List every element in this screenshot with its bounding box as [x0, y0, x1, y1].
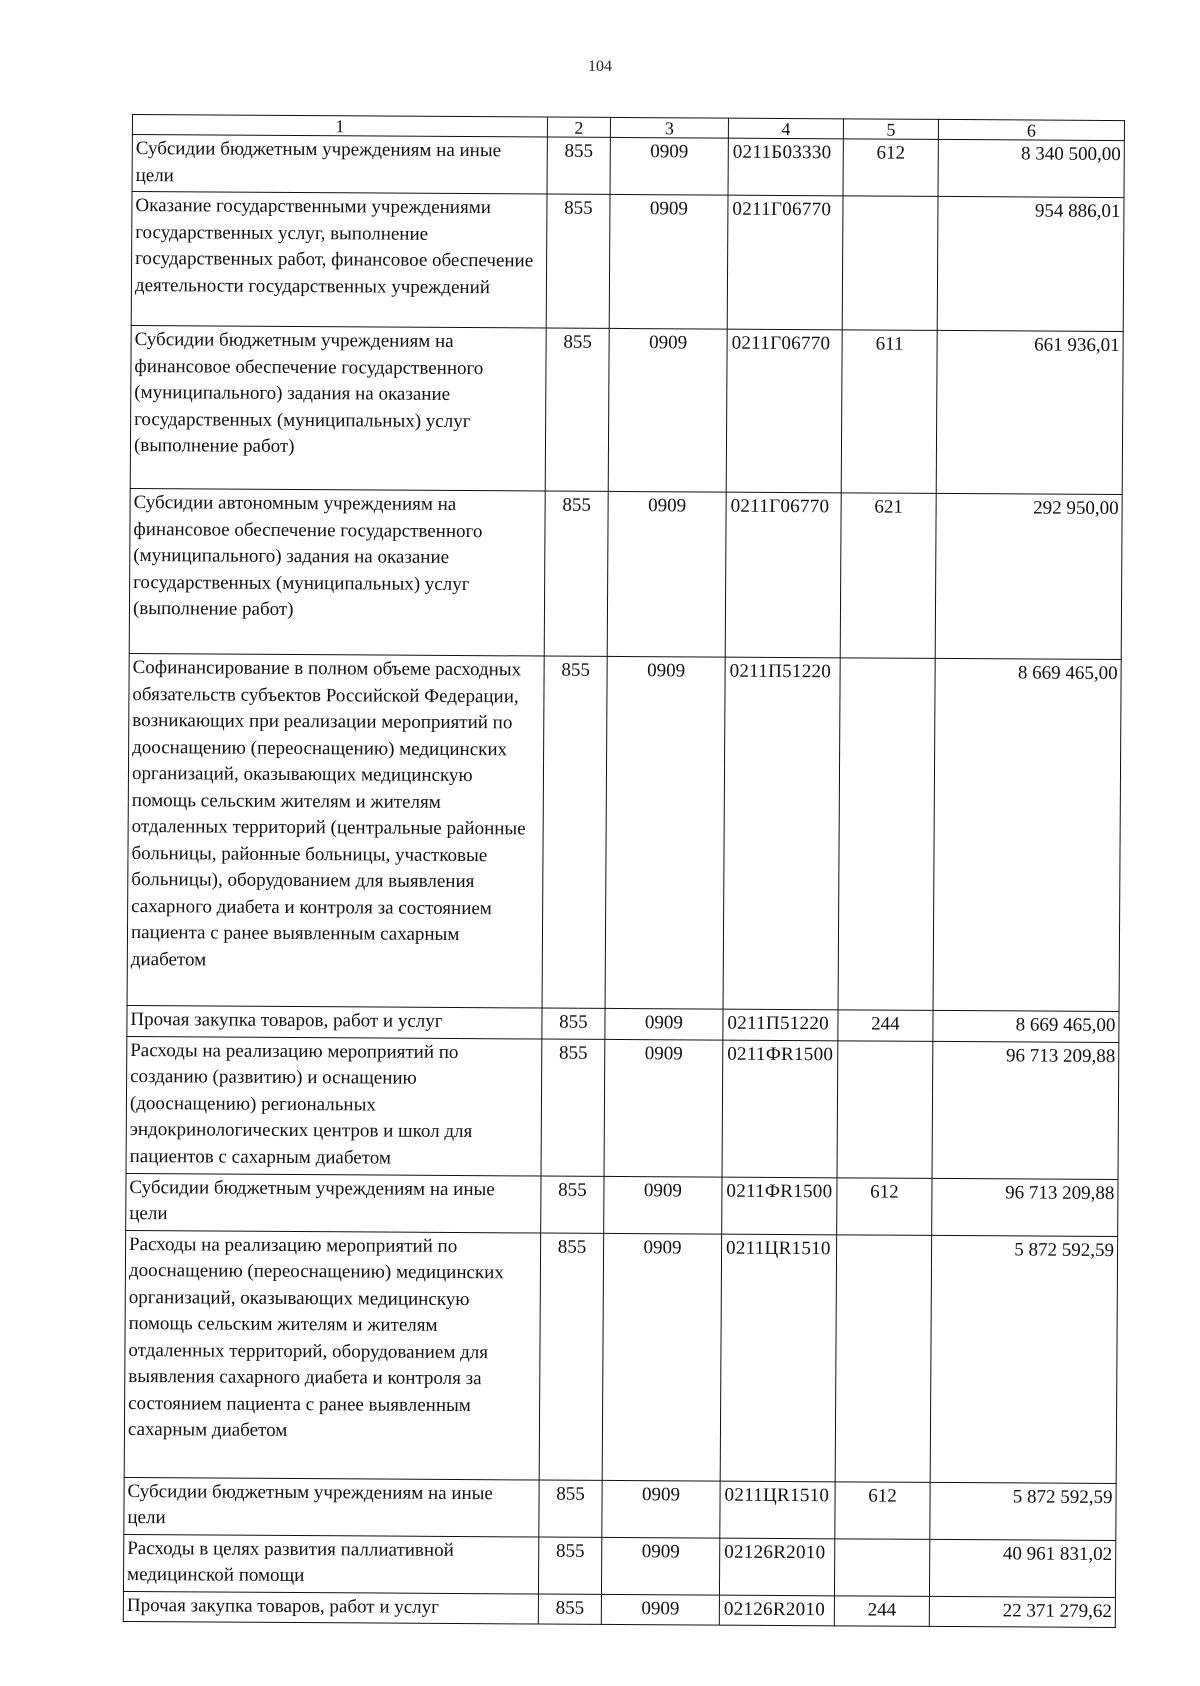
expense-type-code — [834, 1538, 929, 1596]
table-row — [124, 1230, 1117, 1483]
section-code: 0909 — [604, 1039, 723, 1177]
admin-code: 855 — [538, 1594, 601, 1625]
table-row — [123, 1591, 1115, 1628]
table-row — [123, 1534, 1115, 1597]
admin-code: 855 — [544, 491, 608, 656]
expense-name: Субсидии бюджетным учреждениям на иные цели — [126, 1173, 541, 1233]
amount: 5 872 592,59 — [930, 1482, 1116, 1540]
expense-type-code: 244 — [838, 1010, 933, 1041]
expense-name: Субсидии бюджетным учреждениям на иные цели — [132, 135, 547, 195]
column-header: 4 — [728, 118, 843, 139]
amount: 8 669 465,00 — [933, 658, 1121, 1011]
amount: 96 713 209,88 — [932, 1041, 1119, 1179]
expense-name: Оказание государственными учреждениями государственных услуг, выполнение государственных работ, финансовое обеспечение деятельности государственных учреждений — [131, 192, 547, 329]
expense-type-code — [837, 1040, 933, 1178]
expense-type-code: 611 — [841, 330, 937, 494]
expense-name: Расходы на реализацию мероприятий по дооснащению (переоснащению) медицинских организаций, оказывающих медицинскую помощь сельским жителям и жителям отдаленных территорий, оборудованием для выявления сахарного диабета и контроля за состоянием пациента с ранее выявленным сахарным диабетом — [124, 1230, 541, 1480]
expense-name: Расходы на реализацию мероприятий по созданию (развитию) и оснащению (дооснащению) региональных эндокринологических центров и школ для пациентов с сахарным диабетом — [126, 1036, 542, 1176]
expense-type-code: 621 — [840, 493, 936, 659]
expense-type-code — [835, 1234, 932, 1482]
table-row — [124, 1477, 1116, 1540]
target-article-code: 0211ЦR1510 — [720, 1481, 835, 1539]
target-article-code: 0211ФR1500 — [722, 1040, 838, 1178]
expense-type-code: 612 — [835, 1481, 930, 1539]
admin-code: 855 — [546, 194, 610, 328]
target-article-code: 0211П51220 — [723, 1009, 838, 1040]
target-article-code: 0211ФR1500 — [722, 1177, 837, 1235]
expense-name: Прочая закупка товаров, работ и услуг — [123, 1591, 538, 1624]
target-article-code: 0211Г06770 — [725, 492, 841, 658]
expense-type-code: 612 — [843, 139, 938, 197]
target-article-code: 0211Б03330 — [728, 138, 843, 196]
admin-code: 855 — [542, 656, 607, 1008]
table-row — [126, 1173, 1118, 1236]
admin-code: 855 — [541, 1039, 605, 1176]
column-header: 6 — [938, 119, 1124, 140]
column-header: 1 — [132, 115, 547, 138]
expense-type-code: 244 — [834, 1595, 929, 1626]
table-row — [129, 488, 1122, 659]
target-article-code: 0211П51220 — [723, 657, 840, 1010]
amount: 8 669 465,00 — [933, 1010, 1119, 1042]
amount: 22 371 279,62 — [929, 1596, 1115, 1628]
amount: 661 936,01 — [936, 330, 1123, 494]
section-code: 0909 — [602, 1480, 720, 1538]
amount: 40 961 831,02 — [929, 1539, 1115, 1597]
column-header: 3 — [610, 117, 728, 138]
section-code: 0909 — [608, 328, 727, 492]
section-code: 0909 — [601, 1537, 719, 1595]
budget-table — [123, 114, 1125, 1628]
expense-name: Субсидии бюджетным учреждениям на иные цели — [124, 1477, 539, 1537]
expense-type-code — [842, 196, 938, 331]
admin-code: 855 — [545, 328, 609, 491]
expense-name: Прочая закупка товаров, работ и услуг — [127, 1005, 542, 1038]
amount: 292 950,00 — [935, 493, 1122, 659]
table-row — [131, 192, 1124, 332]
section-code: 0909 — [602, 1233, 722, 1481]
section-code: 0909 — [607, 491, 726, 657]
section-code: 0909 — [605, 656, 725, 1009]
section-code: 0909 — [610, 137, 728, 195]
table-row — [132, 135, 1124, 198]
target-article-code: 0211ЦR1510 — [720, 1234, 837, 1482]
table-row — [130, 325, 1123, 494]
amount: 8 340 500,00 — [938, 139, 1124, 197]
expense-name: Субсидии бюджетным учреждениям на финансовое обеспечение государственного (муниципального) задания на оказание государственных (муниципальных) услуг (выполнение работ) — [130, 325, 546, 491]
admin-code: 855 — [541, 1176, 604, 1233]
expense-name: Субсидии автономным учреждениям на финансовое обеспечение государственного (муниципального) задания на оказание государственных (муниципальных) услуг (выполнение работ) — [129, 488, 545, 656]
admin-code: 855 — [539, 1480, 602, 1537]
section-code: 0909 — [605, 1008, 723, 1039]
expense-name: Софинансирование в полном объеме расходных обязательств субъектов Российской Федерации, возникающих при реализации мероприятий по дооснащению (переоснащению) медицинских организаций, оказывающих медицинскую помощь сельским жителям и жителям отдаленных территорий (центральные районные больницы, районные больницы, участковые больницы), оборудованием для выявления сахарного диабета и контроля за состоянием пациента с ранее выявленным сахарным диабетом — [127, 653, 544, 1008]
admin-code: 855 — [539, 1233, 604, 1480]
admin-code: 855 — [538, 1537, 601, 1594]
column-header: 2 — [547, 117, 610, 137]
amount: 5 872 592,59 — [930, 1235, 1118, 1483]
amount: 954 886,01 — [937, 196, 1124, 331]
table-row — [127, 653, 1121, 1011]
section-code: 0909 — [601, 1594, 719, 1625]
target-article-code: 0211Г06770 — [726, 329, 842, 493]
section-code: 0909 — [609, 194, 728, 329]
amount: 96 713 209,88 — [932, 1178, 1118, 1236]
expense-type-code — [838, 658, 935, 1011]
column-header: 5 — [843, 119, 938, 140]
target-article-code: 0211Г06770 — [727, 195, 843, 330]
expense-name: Расходы в целях развития паллиативной медицинской помощи — [123, 1534, 538, 1594]
target-article-code: 02126R2010 — [719, 1538, 834, 1596]
admin-code: 855 — [542, 1008, 605, 1039]
section-code: 0909 — [604, 1176, 722, 1234]
page-number: 104 — [588, 58, 612, 75]
table-row — [126, 1036, 1119, 1179]
admin-code: 855 — [547, 137, 610, 194]
target-article-code: 02126R2010 — [719, 1595, 834, 1626]
expense-type-code: 612 — [837, 1177, 932, 1235]
